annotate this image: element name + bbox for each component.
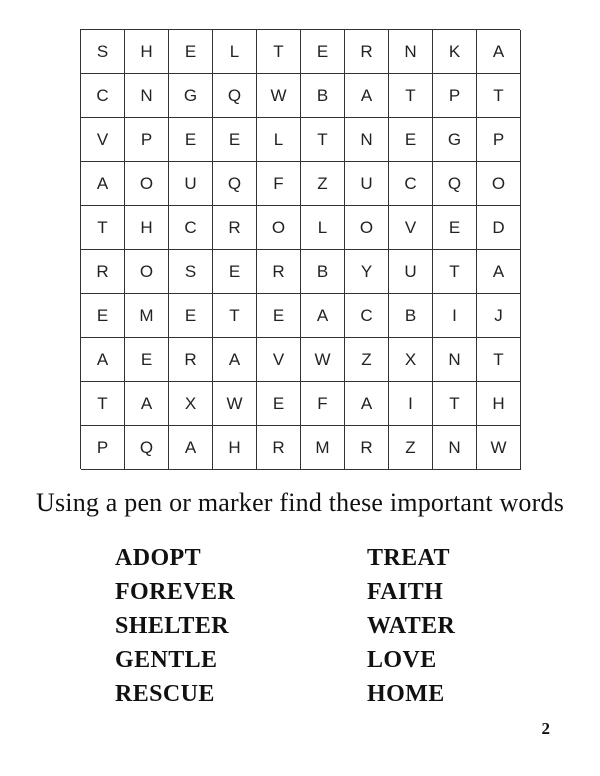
grid-cell[interactable]: O <box>477 162 521 206</box>
grid-cell[interactable]: R <box>257 426 301 470</box>
grid-cell[interactable]: Q <box>433 162 477 206</box>
grid-cell[interactable]: A <box>81 162 125 206</box>
grid-cell[interactable]: P <box>81 426 125 470</box>
grid-cell[interactable]: C <box>81 74 125 118</box>
grid-cell[interactable]: E <box>169 30 213 74</box>
grid-cell[interactable]: A <box>301 294 345 338</box>
grid-cell[interactable]: A <box>81 338 125 382</box>
instruction-text: Using a pen or marker find these important words <box>35 488 565 517</box>
grid-cell[interactable]: H <box>477 382 521 426</box>
grid-cell[interactable]: N <box>433 338 477 382</box>
grid-cell[interactable]: P <box>433 74 477 118</box>
grid-cell[interactable]: E <box>433 206 477 250</box>
grid-cell[interactable]: N <box>125 74 169 118</box>
grid-cell[interactable]: Z <box>301 162 345 206</box>
grid-cell[interactable]: W <box>477 426 521 470</box>
grid-cell[interactable]: A <box>213 338 257 382</box>
word-list-right <box>367 541 455 711</box>
grid-cell[interactable]: Y <box>345 250 389 294</box>
word-list-item: WATER <box>367 613 456 639</box>
grid-cell[interactable]: T <box>213 294 257 338</box>
grid-cell[interactable]: T <box>81 206 125 250</box>
grid-cell[interactable]: V <box>389 206 433 250</box>
grid-cell[interactable]: T <box>257 30 301 74</box>
grid-cell[interactable]: E <box>169 294 213 338</box>
grid-cell[interactable]: E <box>389 118 433 162</box>
grid-cell[interactable]: M <box>301 426 345 470</box>
grid-cell[interactable]: V <box>81 118 125 162</box>
word-list-item: LOVE <box>367 647 437 673</box>
grid-cell[interactable]: Z <box>345 338 389 382</box>
grid-cell[interactable]: R <box>169 338 213 382</box>
grid-cell[interactable]: L <box>257 118 301 162</box>
grid-cell[interactable]: O <box>345 206 389 250</box>
grid-cell[interactable]: G <box>169 74 213 118</box>
grid-cell[interactable]: D <box>477 206 521 250</box>
grid-cell[interactable]: R <box>345 426 389 470</box>
grid-cell[interactable]: E <box>301 30 345 74</box>
grid-cell[interactable]: C <box>389 162 433 206</box>
word-list-item: FAITH <box>367 579 444 605</box>
word-list-item: TREAT <box>367 545 450 571</box>
page-number: 2 <box>541 719 550 738</box>
grid-cell[interactable]: T <box>433 382 477 426</box>
word-list-item: HOME <box>367 681 445 707</box>
grid-cell[interactable]: A <box>125 382 169 426</box>
grid-cell[interactable]: C <box>345 294 389 338</box>
grid-cell[interactable]: O <box>257 206 301 250</box>
grid-cell[interactable]: T <box>301 118 345 162</box>
grid-cell[interactable]: R <box>257 250 301 294</box>
grid-cell[interactable]: E <box>81 294 125 338</box>
grid-cell[interactable]: T <box>389 74 433 118</box>
grid-cell[interactable]: A <box>345 382 389 426</box>
grid-cell[interactable]: Q <box>125 426 169 470</box>
grid-cell[interactable]: T <box>477 74 521 118</box>
grid-cell[interactable]: X <box>169 382 213 426</box>
grid-cell[interactable]: T <box>81 382 125 426</box>
grid-cell[interactable]: S <box>81 30 125 74</box>
grid-cell[interactable]: B <box>301 74 345 118</box>
grid-cell[interactable]: Q <box>213 74 257 118</box>
grid-cell[interactable]: N <box>345 118 389 162</box>
grid-cell[interactable]: B <box>389 294 433 338</box>
grid-cell[interactable]: E <box>213 250 257 294</box>
word-list-item: FOREVER <box>115 579 236 605</box>
grid-cell[interactable]: E <box>257 294 301 338</box>
grid-cell[interactable]: P <box>477 118 521 162</box>
word-list-item: RESCUE <box>115 681 215 707</box>
grid-cell[interactable]: N <box>389 30 433 74</box>
grid-cell[interactable]: H <box>125 206 169 250</box>
grid-cell[interactable]: L <box>213 30 257 74</box>
grid-cell[interactable]: B <box>301 250 345 294</box>
grid-cell[interactable]: G <box>433 118 477 162</box>
grid-cell[interactable]: W <box>213 382 257 426</box>
grid-cell[interactable]: W <box>301 338 345 382</box>
grid-cell[interactable]: O <box>125 162 169 206</box>
grid-cell[interactable]: W <box>257 74 301 118</box>
word-list-item: ADOPT <box>115 545 201 571</box>
grid-cell[interactable]: R <box>213 206 257 250</box>
grid-cell[interactable]: I <box>433 294 477 338</box>
grid-cell[interactable]: C <box>169 206 213 250</box>
grid-cell[interactable]: E <box>257 382 301 426</box>
grid-cell[interactable]: Z <box>389 426 433 470</box>
grid-cell[interactable]: T <box>477 338 521 382</box>
word-list-item: GENTLE <box>115 647 218 673</box>
grid-cell[interactable]: J <box>477 294 521 338</box>
grid-cell[interactable]: V <box>257 338 301 382</box>
grid-cell[interactable]: U <box>345 162 389 206</box>
grid-cell[interactable]: A <box>477 250 521 294</box>
grid-cell[interactable]: N <box>433 426 477 470</box>
grid-cell[interactable]: I <box>389 382 433 426</box>
grid-cell[interactable]: F <box>257 162 301 206</box>
grid-cell[interactable]: L <box>301 206 345 250</box>
grid-cell[interactable]: A <box>169 426 213 470</box>
grid-cell[interactable]: U <box>389 250 433 294</box>
grid-cell[interactable]: F <box>301 382 345 426</box>
grid-cell[interactable]: E <box>169 118 213 162</box>
word-search-grid <box>80 29 520 469</box>
grid-cell[interactable]: H <box>125 30 169 74</box>
grid-cell[interactable]: A <box>345 74 389 118</box>
grid-cell[interactable]: K <box>433 30 477 74</box>
grid-cell[interactable]: O <box>125 250 169 294</box>
grid-cell[interactable]: H <box>213 426 257 470</box>
grid-cell[interactable]: X <box>389 338 433 382</box>
word-list-left <box>115 541 235 711</box>
grid-cell[interactable]: R <box>345 30 389 74</box>
grid-cell[interactable]: R <box>81 250 125 294</box>
grid-cell[interactable]: E <box>213 118 257 162</box>
grid-cell[interactable]: U <box>169 162 213 206</box>
grid-cell[interactable]: Q <box>213 162 257 206</box>
grid-cell[interactable]: P <box>125 118 169 162</box>
word-list-item: SHELTER <box>115 613 229 639</box>
grid-cell[interactable]: S <box>169 250 213 294</box>
grid-cell[interactable]: E <box>125 338 169 382</box>
grid-cell[interactable]: M <box>125 294 169 338</box>
grid-cell[interactable]: T <box>433 250 477 294</box>
grid-cell[interactable]: A <box>477 30 521 74</box>
